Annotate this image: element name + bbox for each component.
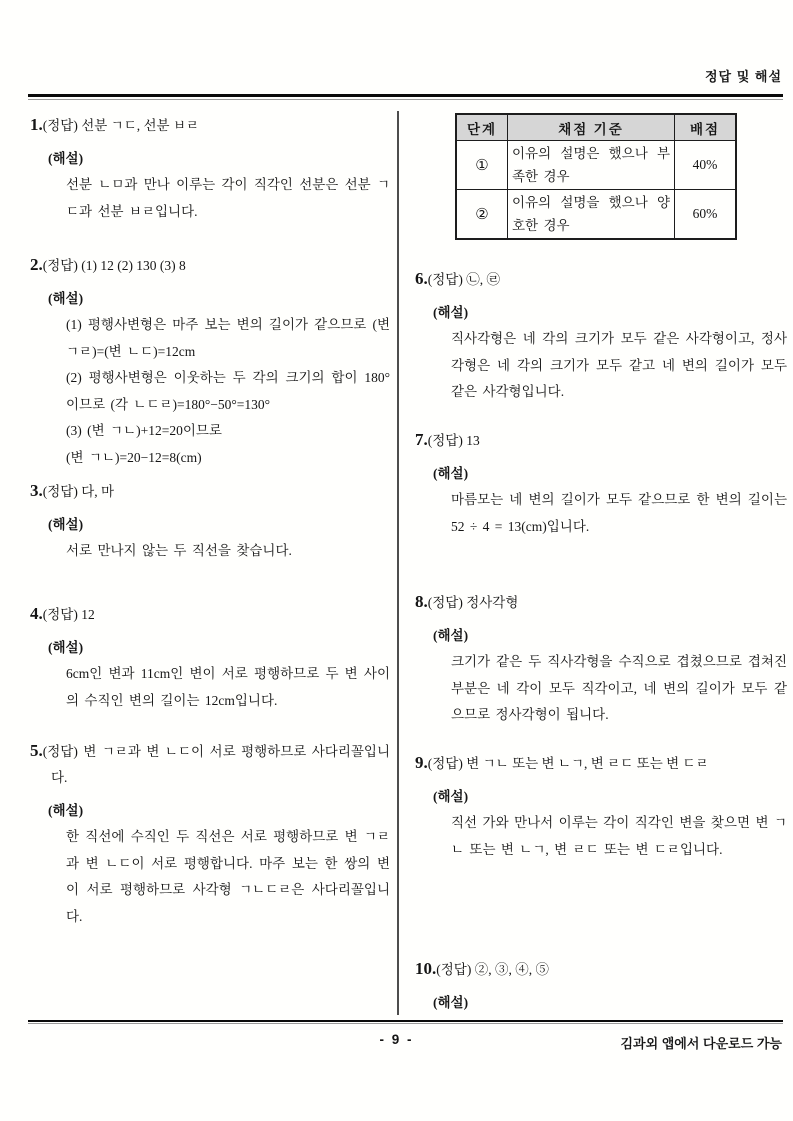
answer-item-10 — [415, 956, 787, 1016]
explanation-text: 마름모는 네 변의 길이가 모두 같으므로 한 변의 길이는 52 ÷ 4 = 13(cm)입니다. — [451, 492, 787, 534]
header-points: 배점 — [675, 114, 737, 141]
criteria-cell: 이유의 설명을 했으나 양호한 경우 — [508, 190, 675, 240]
step-cell: ② — [456, 190, 508, 240]
answer-label: (정답) — [42, 744, 78, 759]
table-row — [456, 141, 736, 190]
criteria-cell: 이유의 설명은 했으나 부족한 경우 — [508, 141, 675, 190]
answer-item-4 — [30, 601, 390, 714]
answer-text: (1) 12 (2) 130 (3) 8 — [81, 258, 186, 273]
item-number: 6. — [415, 269, 428, 288]
points-cell: 40% — [675, 141, 737, 190]
explanation-text: 6cm인 변과 11cm인 변이 서로 평행하므로 두 변 사이의 수직인 변의 길이는 12cm입니다. — [66, 666, 390, 708]
explanation-label: (해설) — [433, 466, 469, 481]
explanation-text: 서로 만나지 않는 두 직선을 찾습니다. — [66, 543, 292, 558]
explanation-label: (해설) — [433, 995, 469, 1010]
answer-label: (정답) — [427, 433, 463, 448]
explanation-label: (해설) — [433, 305, 469, 320]
item-number: 3. — [30, 481, 43, 500]
rubric-table — [455, 113, 737, 240]
explanation-line: (2) 평행사변형은 이웃하는 두 각의 크기의 합이 180°이므로 (각 ㄴㄷㄹ)=180°−50°=130° — [66, 370, 390, 412]
explanation-line: (3) (변 ㄱㄴ)+12=20이므로 — [66, 423, 222, 438]
explanation-text: 직선 가와 만나서 이루는 각이 직각인 변을 찾으면 변 ㄱㄴ 또는 변 ㄴㄱ, 변 ㄹㄷ 또는 변 ㄷㄹ입니다. — [451, 815, 787, 857]
header-step: 단계 — [456, 114, 508, 141]
header-criteria: 채점 기준 — [508, 114, 675, 141]
points-cell: 60% — [675, 190, 737, 240]
page-title: 정답 및 해설 — [704, 69, 782, 84]
answer-text: 변 ㄱㄹ과 변 ㄴㄷ이 서로 평행하므로 사다리꼴입니다. — [51, 744, 390, 785]
item-number: 1. — [30, 115, 43, 134]
answer-text: ㉡, ㉣ — [466, 272, 500, 287]
answer-item-5 — [30, 738, 390, 930]
footer-note: 김과외 앱에서 다운로드 가능 — [620, 1036, 782, 1051]
explanation-label: (해설) — [433, 789, 469, 804]
answer-item-3 — [30, 478, 390, 565]
answer-text: 선분 ㄱㄷ, 선분 ㅂㄹ — [81, 118, 200, 133]
answer-text: 정사각형 — [466, 595, 519, 610]
explanation-line: (변 ㄱㄴ)=20−12=8(cm) — [66, 449, 202, 465]
explanation-label: (해설) — [48, 151, 84, 166]
explanation-label: (해설) — [433, 628, 469, 643]
answer-label: (정답) — [436, 962, 472, 977]
explanation-text: 직사각형은 네 각의 크기가 모두 같은 사각형이고, 정사각형은 네 각의 크기가 모두 같고 네 변의 길이가 모두 같은 사각형입니다. — [451, 331, 787, 399]
page-number: - 9 - — [379, 1032, 414, 1047]
explanation-label: (해설) — [48, 291, 84, 306]
answer-text: 변 ㄱㄴ 또는 변 ㄴㄱ, 변 ㄹㄷ 또는 변 ㄷㄹ — [466, 756, 709, 771]
answer-item-6 — [415, 266, 787, 406]
explanation-text: 한 직선에 수직인 두 직선은 서로 평행하므로 변 ㄱㄹ과 변 ㄴㄷ이 서로 평행합니다. 마주 보는 한 쌍의 변이 서로 평행하므로 사각형 ㄱㄴㄷㄹ은 사다리꼴입니다. — [66, 829, 390, 924]
answer-item-7 — [415, 427, 787, 540]
answer-item-1 — [30, 112, 390, 225]
explanation-label: (해설) — [48, 640, 84, 655]
item-number: 8. — [415, 592, 428, 611]
answer-label: (정답) — [42, 118, 78, 133]
item-number: 2. — [30, 255, 43, 274]
answer-text: 다, 마 — [81, 484, 115, 499]
explanation-label: (해설) — [48, 517, 84, 532]
grading-rubric — [455, 113, 737, 240]
answer-text: 13 — [466, 433, 480, 448]
item-number: 5. — [30, 741, 43, 760]
answer-item-8 — [415, 589, 787, 729]
answer-label: (정답) — [42, 258, 78, 273]
answer-text: 12 — [81, 607, 95, 622]
item-number: 10. — [415, 959, 437, 978]
answer-label: (정답) — [42, 607, 78, 622]
column-divider — [397, 111, 399, 1015]
item-number: 9. — [415, 753, 428, 772]
table-row — [456, 190, 736, 240]
explanation-line: (1) 평행사변형은 마주 보는 변의 길이가 같으므로 (변 ㄱㄹ)=(변 ㄴㄷ)=12cm — [66, 317, 390, 359]
answer-label: (정답) — [427, 272, 463, 287]
answer-item-9 — [415, 750, 787, 863]
table-header-row — [456, 114, 736, 141]
item-number: 7. — [415, 430, 428, 449]
footer-rule — [28, 1020, 783, 1024]
explanation-text: 선분 ㄴㅁ과 만나 이루는 각이 직각인 선분은 선분 ㄱㄷ과 선분 ㅂㄹ입니다. — [66, 177, 390, 219]
explanation-label: (해설) — [48, 803, 84, 818]
answer-label: (정답) — [427, 756, 463, 771]
answer-label: (정답) — [427, 595, 463, 610]
answer-text: ②, ③, ④, ⑤ — [474, 962, 549, 977]
step-cell: ① — [456, 141, 508, 190]
item-number: 4. — [30, 604, 43, 623]
answer-item-2 — [30, 252, 390, 471]
header-rule — [28, 94, 783, 100]
explanation-text: 크기가 같은 두 직사각형을 수직으로 겹쳤으므로 겹쳐진 부분은 네 각이 모두 직각이고, 네 변의 길이가 모두 같으므로 정사각형이 됩니다. — [451, 654, 787, 722]
answer-label: (정답) — [42, 484, 78, 499]
